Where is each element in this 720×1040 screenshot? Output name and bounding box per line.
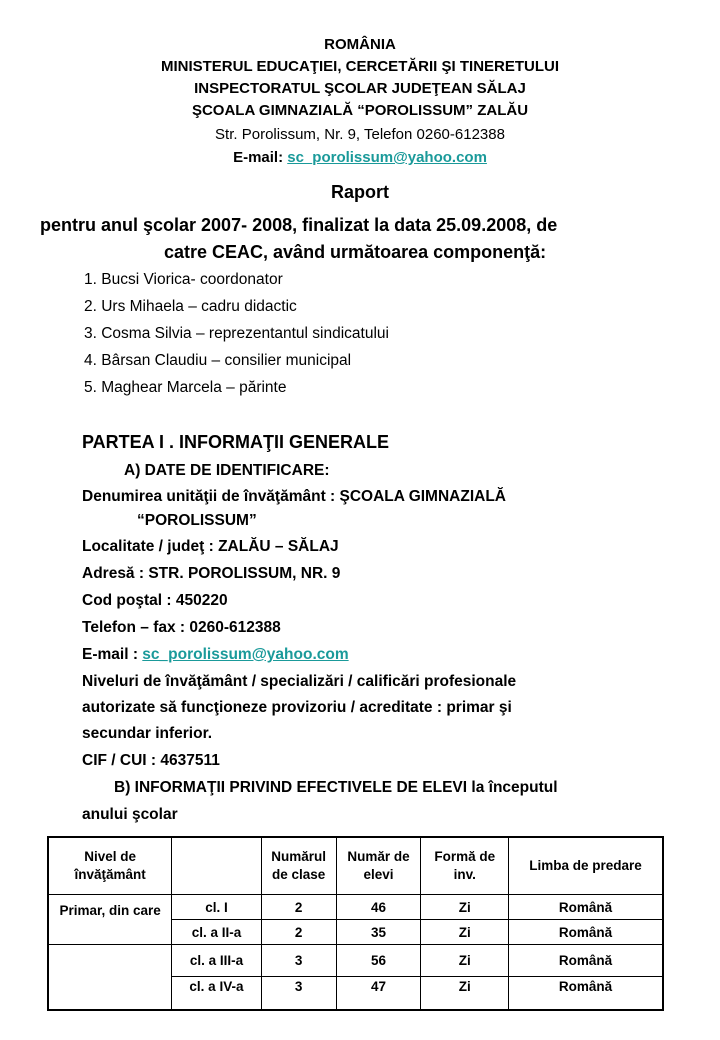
section-email-link[interactable]: sc_porolissum@yahoo.com [142, 646, 349, 663]
school-title: ŞCOALA GIMNAZIALĂ “POROLISSUM” ZALĂU [191, 102, 529, 119]
table-cell: Română [509, 920, 663, 945]
locality: Localitate / judeţ : ZALĂU – SĂLAJ [82, 538, 339, 555]
header-cell: Limba de predare [509, 837, 663, 895]
unit-name-line-2: “POROLISSUM” [137, 512, 257, 529]
levels-line-1: Niveluri de învăţământ / specializări / calificări profesionale [82, 673, 517, 690]
list-item: 4. Bârsan Claudiu – consilier municipal [84, 352, 352, 369]
table-cell: 47 [336, 977, 421, 1010]
table-row [48, 945, 663, 977]
students-table [47, 836, 664, 1011]
phone-fax: Telefon – fax : 0260-612388 [82, 619, 281, 636]
list-item: 1. Bucsi Viorica- coordonator [84, 271, 283, 288]
table-row [48, 895, 663, 920]
table-cell: 3 [261, 977, 336, 1010]
section-b-line-2: anului şcolar [82, 806, 178, 823]
postal-code: Cod poştal : 450220 [82, 592, 228, 609]
table-cell: Română [509, 945, 663, 977]
intro-line-2: catre CEAC, având următoarea componenţă: [164, 242, 547, 262]
table-cell: 46 [336, 895, 421, 920]
email-label: E-mail: [233, 149, 284, 166]
level-cell: Primar, din care [48, 895, 172, 945]
list-item: 2. Urs Mihaela – cadru didactic [84, 298, 297, 315]
table-cell: 35 [336, 920, 421, 945]
header-cell: Nivel de învăţământ [48, 837, 172, 895]
section-b-bold: B) INFORMAŢII PRIVIND EFECTIVELE DE ELEVI [114, 779, 468, 796]
level-cell-empty [48, 945, 172, 1011]
section-b-title [114, 779, 558, 797]
list-item: 5. Maghear Marcela – părinte [84, 379, 287, 396]
header-cell [172, 837, 262, 895]
intro-line-1: pentru anul şcolar 2007- 2008, finalizat la data 25.09.2008, de [40, 215, 558, 235]
inspectorate-title: INSPECTORATUL ŞCOLAR JUDEŢEAN SĂLAJ [194, 80, 526, 97]
table-cell: 56 [336, 945, 421, 977]
table-cell: cl. a III-a [172, 945, 262, 977]
email-line-2 [82, 646, 349, 664]
table-cell: cl. I [172, 895, 262, 920]
table-cell: cl. a II-a [172, 920, 262, 945]
report-title: Raport [331, 182, 389, 202]
table-cell: Zi [421, 977, 509, 1010]
header-email-link[interactable]: sc_porolissum@yahoo.com [287, 149, 487, 166]
part-title: PARTEA I . INFORMAŢII GENERALE [82, 432, 390, 452]
cif-cui: CIF / CUI : 4637511 [82, 752, 220, 769]
section-a-title: A) DATE DE IDENTIFICARE: [124, 462, 330, 479]
table-cell: Română [509, 977, 663, 1010]
table-cell: cl. a IV-a [172, 977, 262, 1010]
table-cell: 2 [261, 920, 336, 945]
table-cell: 3 [261, 945, 336, 977]
header-cell: Număr de elevi [336, 837, 421, 895]
report-intro [40, 212, 690, 266]
table-cell: Română [509, 895, 663, 920]
address: Adresă : STR. POROLISSUM, NR. 9 [82, 565, 341, 582]
unit-name-line-1: Denumirea unităţii de învăţământ : ŞCOALA GIMNAZIALĂ [82, 488, 506, 505]
table-cell: Zi [421, 920, 509, 945]
levels-line-2: autorizate să funcţioneze provizoriu / acreditate : primar şi [82, 699, 512, 716]
school-address: Str. Porolissum, Nr. 9, Telefon 0260-612388 [215, 126, 505, 143]
table-cell: Zi [421, 945, 509, 977]
levels-line-3: secundar inferior. [82, 725, 213, 742]
email-line [0, 147, 720, 169]
ceac-members-list [84, 266, 389, 401]
ministry-title: MINISTERUL EDUCAŢIEI, CERCETĂRII ŞI TINERETULUI [160, 58, 560, 75]
email-label-2: E-mail : [82, 646, 138, 663]
table-cell: Zi [421, 895, 509, 920]
list-item: 3. Cosma Silvia – reprezentantul sindicatului [84, 325, 389, 342]
header-cell: Formă de inv. [421, 837, 509, 895]
section-b-rest: la începutul [467, 779, 558, 796]
table-header-row [48, 837, 663, 895]
country-title: ROMÂNIA [324, 36, 396, 53]
header-cell: Numărul de clase [261, 837, 336, 895]
table-cell: 2 [261, 895, 336, 920]
